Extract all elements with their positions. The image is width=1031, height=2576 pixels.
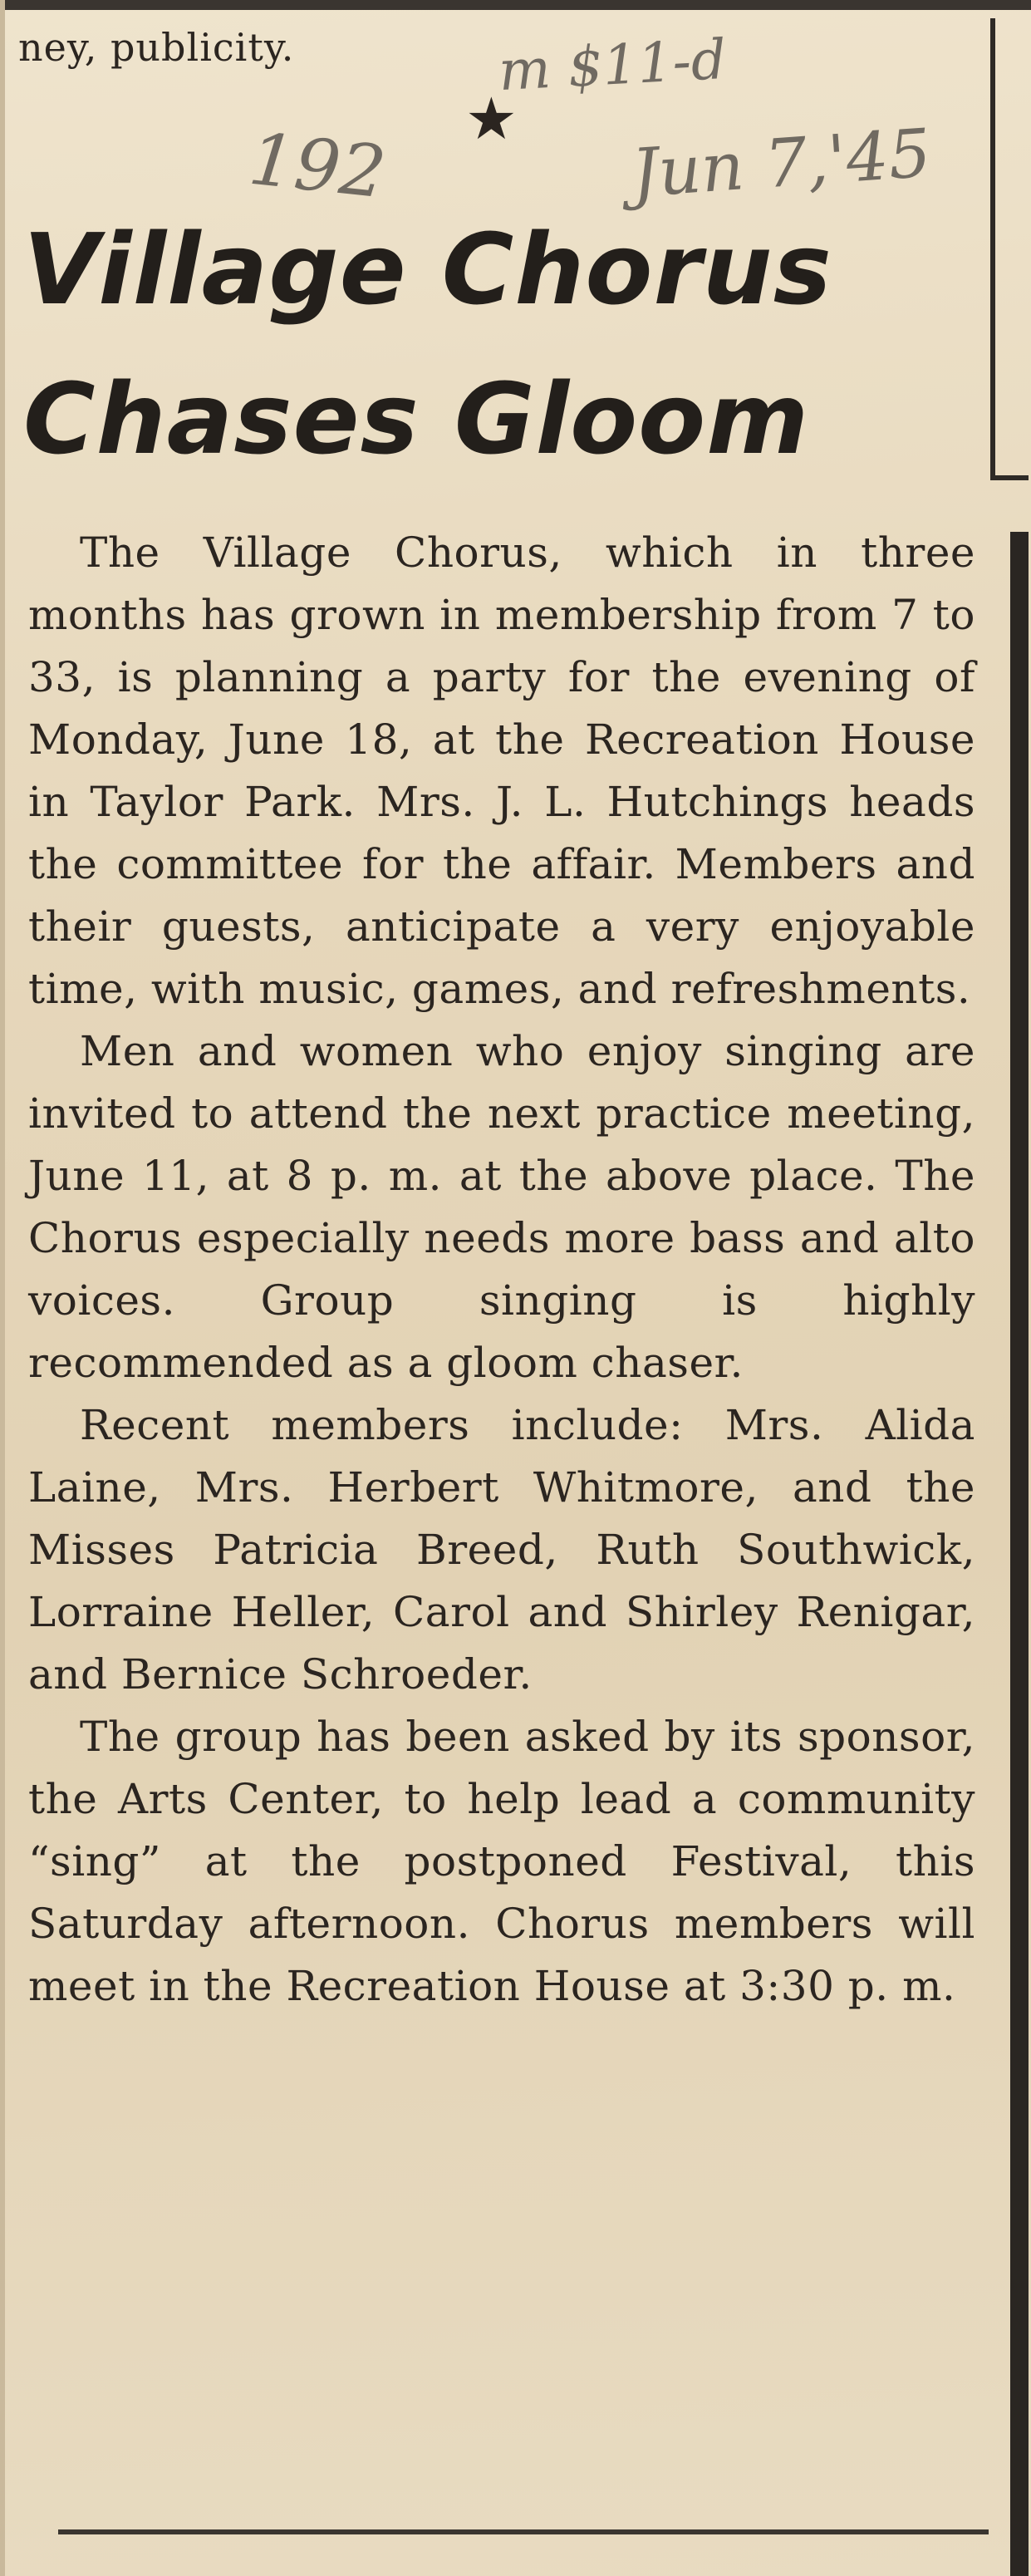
- headline-line-1: Village Chorus: [23, 212, 832, 327]
- star-icon: ★: [465, 85, 518, 153]
- article-paragraph-3: Recent members include: Mrs. Alida Laine, Mrs. Herbert Whitmore, and the Misses Patricia Breed, Ruth Southwick, Lorraine Heller, Carol and Shirley Renigar, and Bernice Schroeder.: [28, 1401, 975, 1698]
- column-rule-upper: [990, 18, 995, 479]
- bottom-rule: [58, 2529, 989, 2534]
- top-border-rule: [0, 0, 1031, 10]
- handwritten-note-1: m $11-d: [497, 27, 728, 104]
- article-body: [28, 522, 975, 2018]
- left-paper-edge: [0, 0, 5, 2576]
- article-paragraph-1: The Village Chorus, which in three months has grown in membership from 7 to 33, is planning a party for the evening of Monday, June 18, at the Recreation House in Taylor Park. Mrs. J. L. Hutchings heads the committee for the affair. Members and their guests, anticipate a very enjoyable time, with music, games, and refreshments.: [28, 528, 975, 1013]
- article-paragraph-2: Men and women who enjoy singing are invited to attend the next practice meeting, June 11, at 8 p. m. at the above place. The Chorus especially needs more bass and alto voices. Group singing is highly recommended as a gloom chaser.: [28, 1027, 975, 1387]
- headline-line-2: Chases Gloom: [23, 361, 810, 476]
- handwritten-date: Jun 7,'45: [629, 114, 934, 213]
- column-rule-step: [990, 475, 1029, 480]
- handwritten-note-2: 192: [245, 117, 390, 215]
- previous-article-fragment: ney, publicity.: [18, 25, 295, 70]
- article-paragraph-4: The group has been asked by its sponsor, the Arts Center, to help lead a community “sing” at the postponed Festival, this Saturday afternoon. Chorus members will meet in the Recreation House at 3:30 p. m.: [28, 1713, 975, 2010]
- column-rule-lower: [1010, 532, 1029, 2576]
